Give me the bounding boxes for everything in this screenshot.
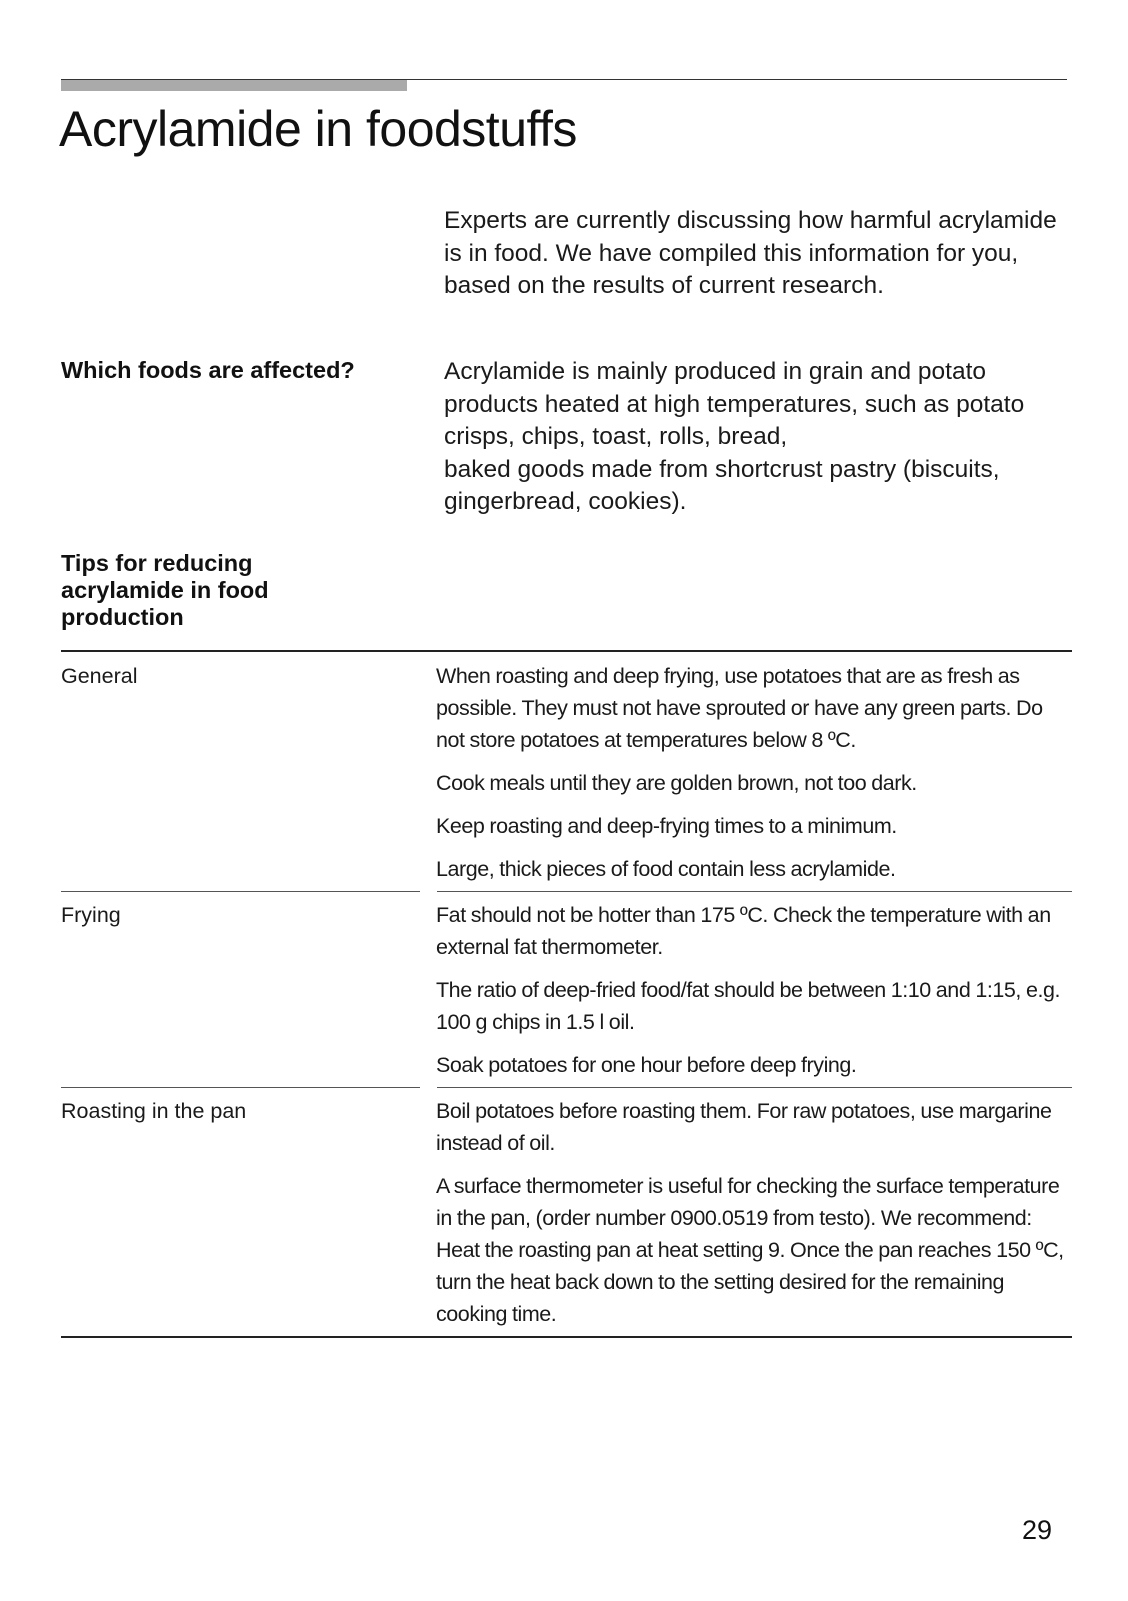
tip-item: When roasting and deep frying, use potatoes that are as fresh as possible. They must not have sprouted or have any green parts. Do not store potatoes at temperatures below 8 ºC. [436,664,1043,752]
affected-foods-text [444,356,1084,519]
affected-foods-paragraph: Acrylamide is mainly produced in grain and potato products heated at high temperatures, such as potato crisps, chips, toast, rolls, bread, [444,358,1025,450]
tip-item: Fat should not be hotter than 175 ºC. Check the temperature with an external fat thermometer. [436,903,1051,959]
table-row-general [61,650,1072,891]
tip-item: A surface thermometer is useful for checking the surface temperature in the pan, (order number 0900.0519 from testo). We recommend: Heat the roasting pan at heat setting 9. Once the pan reaches 150 ºC, turn the heat back down to the setting desired for the remaining cooking time. [436,1174,1064,1326]
header-accent-bar [61,80,407,91]
tips-heading: Tips for reducing acrylamide in food production [61,550,269,630]
tips-table [61,650,1072,1338]
row-content [436,652,1071,891]
table-row-roasting [61,1087,1072,1338]
tip-item: Boil potatoes before roasting them. For raw potatoes, use margarine instead of oil. [436,1099,1052,1155]
table-row-frying [61,891,1072,1087]
tip-item: Soak potatoes for one hour before deep frying. [436,1053,857,1077]
row-label: Frying [61,903,121,927]
affected-foods-heading: Which foods are affected? [61,357,355,383]
row-label: Roasting in the pan [61,1099,247,1123]
affected-foods-paragraph: baked goods made from shortcrust pastry (biscuits, gingerbread, cookies). [444,455,1000,515]
page-number: 29 [1022,1515,1053,1545]
row-content [436,1087,1071,1336]
row-label: General [61,664,138,688]
tip-item: Keep roasting and deep-frying times to a minimum. [436,814,897,838]
tip-item: The ratio of deep-fried food/fat should be between 1:10 and 1:15, e.g. 100 g chips in 1.5 l oil. [436,978,1060,1034]
intro-paragraph: Experts are currently discussing how harmful acrylamide is in food. We have compiled this information for you, based on the results of current research. [444,207,1057,299]
row-content [436,891,1071,1087]
tip-item: Cook meals until they are golden brown, not too dark. [436,771,917,795]
tip-item: Large, thick pieces of food contain less acrylamide. [436,857,896,881]
page-title: Acrylamide in foodstuffs [59,101,577,157]
